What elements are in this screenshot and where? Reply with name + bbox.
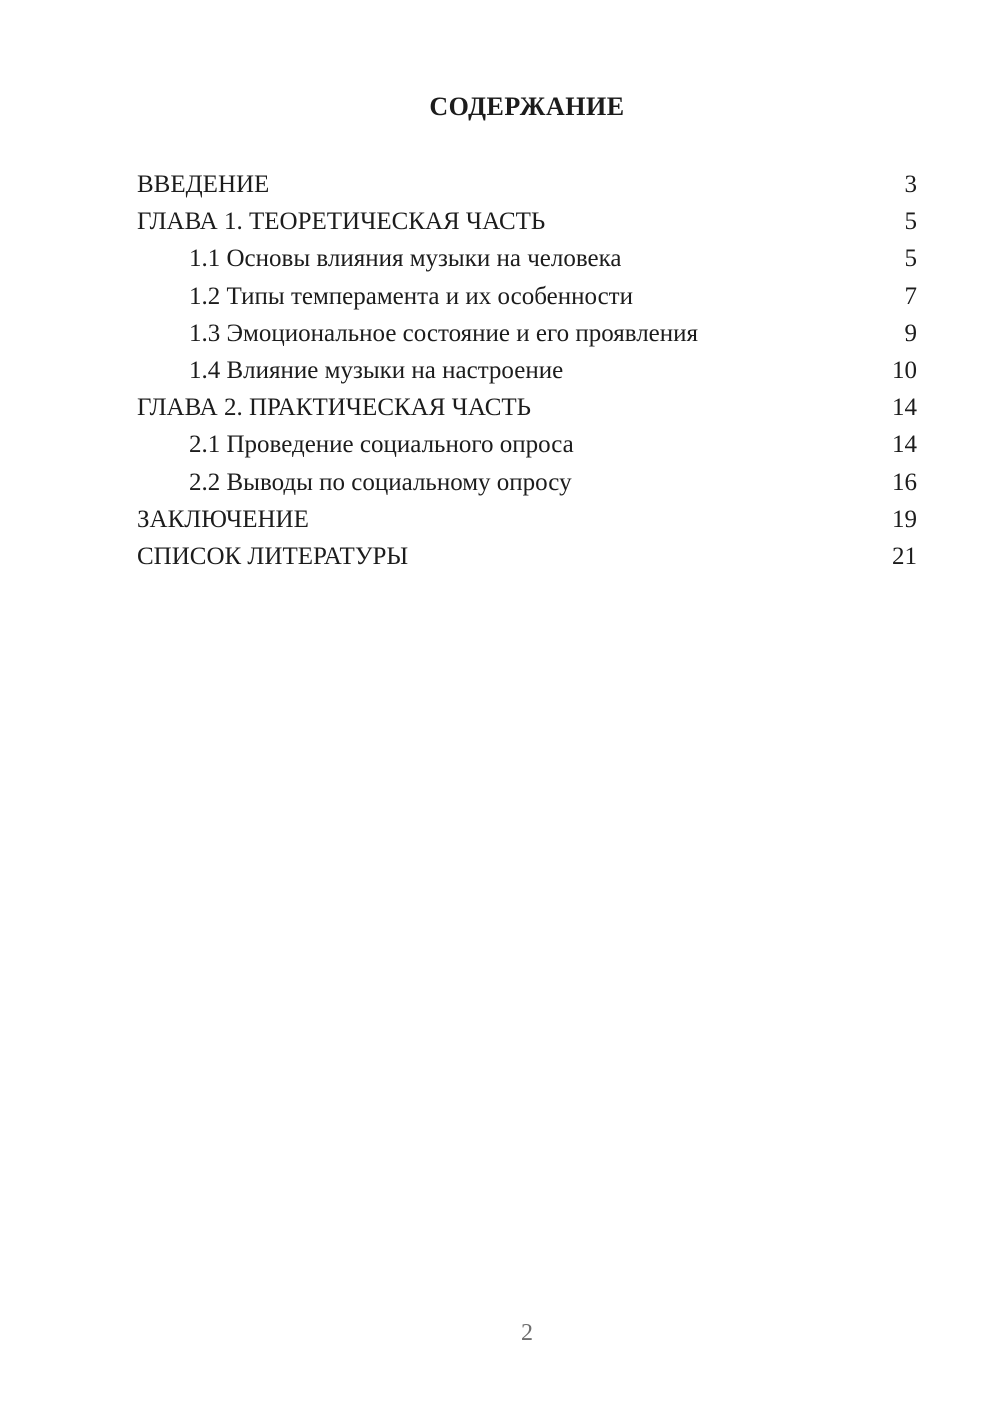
toc-entry-label: 1.1 Основы влияния музыки на человека	[189, 245, 622, 273]
toc-entry-page-number: 9	[904, 319, 917, 347]
toc-entry	[137, 464, 917, 501]
toc-entry	[137, 501, 917, 538]
toc-entry	[137, 166, 917, 203]
toc-entry-label: ВВЕДЕНИЕ	[137, 171, 270, 198]
toc-entry-label: СПИСОК ЛИТЕРАТУРЫ	[137, 542, 409, 570]
toc-entry-page-number: 5	[904, 208, 917, 236]
toc-entry	[137, 240, 917, 277]
toc-entry-label: ГЛАВА 1. ТЕОРЕТИЧЕСКАЯ ЧАСТЬ	[137, 208, 546, 236]
toc-entry-page-number: 14	[892, 394, 917, 422]
toc-entry-page-number: 19	[892, 505, 917, 533]
toc-entry-label: ГЛАВА 2. ПРАКТИЧЕСКАЯ ЧАСТЬ	[137, 394, 532, 422]
toc-entry-label: 2.2 Выводы по социальному опросу	[189, 468, 572, 496]
toc-entry-page-number: 16	[892, 468, 917, 496]
toc-entry-page-number: 21	[892, 542, 917, 570]
toc-entry-page-number: 10	[892, 356, 917, 384]
table-of-contents	[137, 166, 917, 575]
toc-entry	[137, 426, 917, 463]
toc-entry-page-number: 3	[904, 171, 917, 198]
toc-entry-page-number: 7	[904, 282, 917, 310]
page-title: СОДЕРЖАНИЕ	[429, 92, 625, 121]
toc-entry-label: 2.1 Проведение социального опроса	[189, 431, 574, 459]
toc-entry-page-number: 5	[904, 245, 917, 273]
toc-entry-page-number: 14	[892, 431, 917, 459]
toc-entry	[137, 278, 917, 315]
toc-entry	[137, 315, 917, 352]
toc-entry	[137, 389, 917, 426]
toc-entry	[137, 203, 917, 240]
footer-page-number: 2	[521, 1320, 533, 1346]
toc-entry-label: 1.4 Влияние музыки на настроение	[189, 356, 564, 384]
toc-entry	[137, 352, 917, 389]
toc-entry-label: ЗАКЛЮЧЕНИЕ	[137, 505, 309, 533]
toc-entry	[137, 538, 917, 575]
toc-entry-label: 1.3 Эмоциональное состояние и его проявления	[189, 319, 699, 347]
toc-entry-label: 1.2 Типы темперамента и их особенности	[189, 282, 633, 310]
